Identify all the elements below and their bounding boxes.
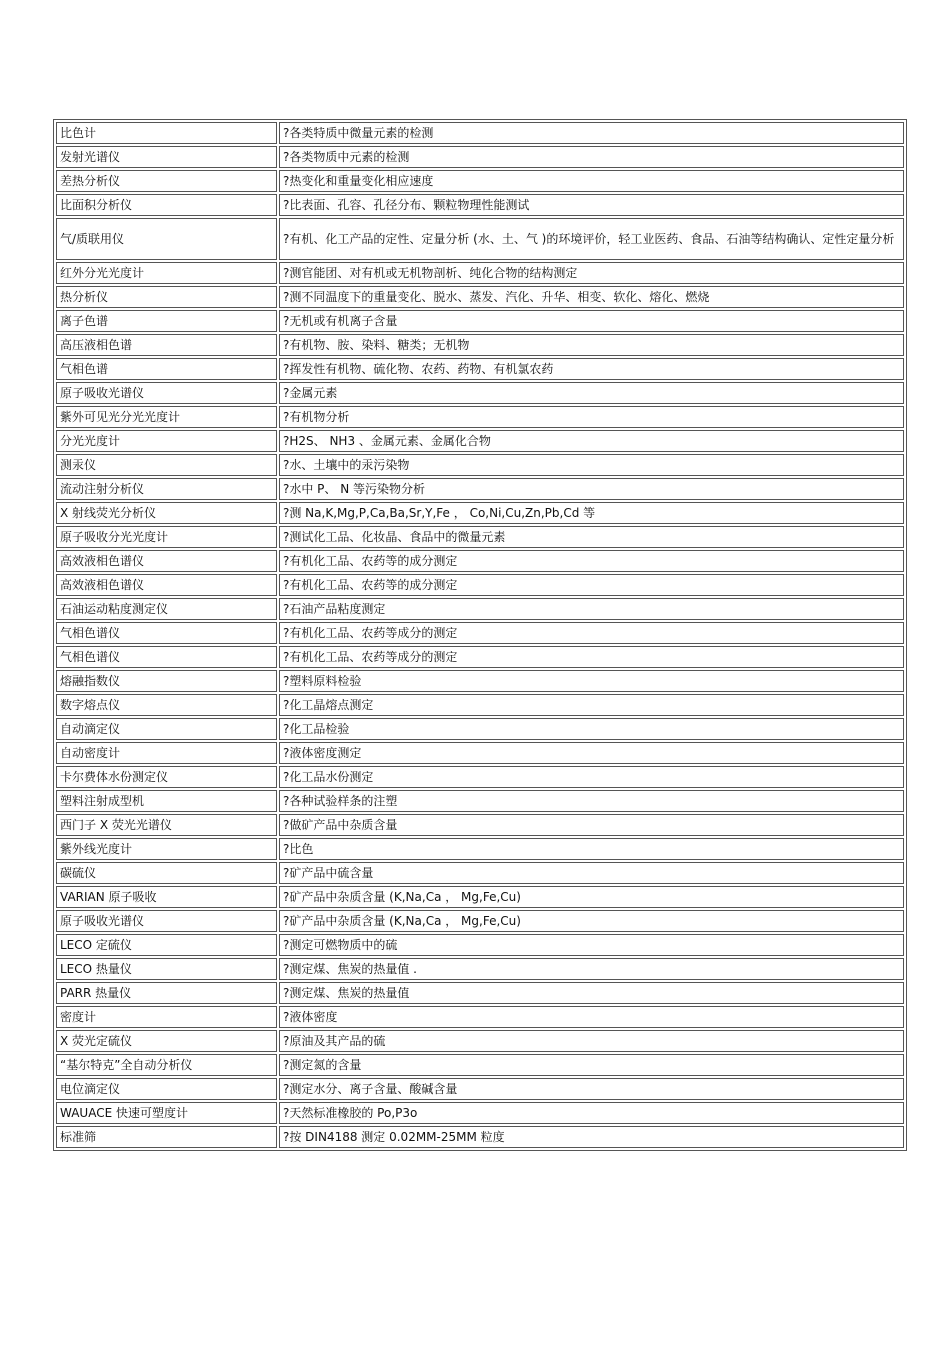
instrument-name-cell: X 射线荧光分析仪 bbox=[56, 502, 277, 524]
table-row bbox=[56, 146, 904, 168]
application-cell: ?比色 bbox=[279, 838, 904, 860]
table-row bbox=[56, 982, 904, 1004]
application-cell: ?塑料原料检验 bbox=[279, 670, 904, 692]
instrument-name-cell: 气相色谱仪 bbox=[56, 622, 277, 644]
table-row bbox=[56, 1006, 904, 1028]
application-cell: ?石油产品粘度测定 bbox=[279, 598, 904, 620]
instrument-name-cell: 卡尔费体水份测定仪 bbox=[56, 766, 277, 788]
application-cell: ?测定可燃物质中的硫 bbox=[279, 934, 904, 956]
table-row bbox=[56, 598, 904, 620]
application-cell: ?热变化和重量变化相应速度 bbox=[279, 170, 904, 192]
table-row bbox=[56, 310, 904, 332]
instrument-name-cell: 高效液相色谱仪 bbox=[56, 574, 277, 596]
table-row bbox=[56, 1054, 904, 1076]
instrument-name-cell: 高压液相色谱 bbox=[56, 334, 277, 356]
application-cell: ?水中 P、 N 等污染物分析 bbox=[279, 478, 904, 500]
table-row bbox=[56, 334, 904, 356]
application-cell: ?有机化工品、农药等的成分测定 bbox=[279, 574, 904, 596]
instrument-name-cell: 塑料注射成型机 bbox=[56, 790, 277, 812]
application-cell: ?测不同温度下的重量变化、脱水、蒸发、汽化、升华、相变、软化、熔化、燃烧 bbox=[279, 286, 904, 308]
application-cell: ?化工晶熔点测定 bbox=[279, 694, 904, 716]
table-row bbox=[56, 838, 904, 860]
table-row bbox=[56, 526, 904, 548]
application-cell: ?测 Na,K,Mg,P,Ca,Ba,Sr,Y,Fe ， Co,Ni,Cu,Zn,Pb,Cd 等 bbox=[279, 502, 904, 524]
instrument-name-cell: 石油运动粘度测定仪 bbox=[56, 598, 277, 620]
instrument-name-cell: LECO 定硫仪 bbox=[56, 934, 277, 956]
application-cell: ?测试化工品、化妆晶、食品中的微量元素 bbox=[279, 526, 904, 548]
instrument-name-cell: 熔融指数仪 bbox=[56, 670, 277, 692]
application-cell: ?矿产品中硫含量 bbox=[279, 862, 904, 884]
application-cell: ?各类物质中元素的检测 bbox=[279, 146, 904, 168]
instrument-name-cell: 红外分光光度计 bbox=[56, 262, 277, 284]
application-cell: ?做矿产品中杂质含量 bbox=[279, 814, 904, 836]
instrument-name-cell: “基尔特克”全自动分析仪 bbox=[56, 1054, 277, 1076]
table-row bbox=[56, 122, 904, 144]
table-row bbox=[56, 766, 904, 788]
instrument-name-cell: 数字熔点仪 bbox=[56, 694, 277, 716]
table-row bbox=[56, 550, 904, 572]
instrument-name-cell: 分光光度计 bbox=[56, 430, 277, 452]
instrument-name-cell: 测汞仪 bbox=[56, 454, 277, 476]
application-cell: ?矿产品中杂质含量 (K,Na,Ca ， Mg,Fe,Cu) bbox=[279, 910, 904, 932]
instrument-name-cell: 紫外线光度计 bbox=[56, 838, 277, 860]
application-cell: ?原油及其产品的硫 bbox=[279, 1030, 904, 1052]
table-row bbox=[56, 862, 904, 884]
instrument-name-cell: 密度计 bbox=[56, 1006, 277, 1028]
table-row bbox=[56, 406, 904, 428]
instrument-name-cell: 碳硫仪 bbox=[56, 862, 277, 884]
table-row bbox=[56, 934, 904, 956]
application-cell: ?测定煤、焦炭的热量值 . bbox=[279, 958, 904, 980]
table-row bbox=[56, 790, 904, 812]
application-cell: ?金属元素 bbox=[279, 382, 904, 404]
application-cell: ?各种试验样条的注塑 bbox=[279, 790, 904, 812]
instrument-name-cell: 比面积分析仪 bbox=[56, 194, 277, 216]
application-cell: ?测定氮的含量 bbox=[279, 1054, 904, 1076]
instrument-name-cell: 气相色谱仪 bbox=[56, 646, 277, 668]
application-cell: ?液体密度测定 bbox=[279, 742, 904, 764]
application-cell: ?H2S、 NH3 、金属元素、金属化合物 bbox=[279, 430, 904, 452]
instrument-name-cell: 电位滴定仪 bbox=[56, 1078, 277, 1100]
instrument-name-cell: LECO 热量仪 bbox=[56, 958, 277, 980]
instrument-name-cell: VARIAN 原子吸收 bbox=[56, 886, 277, 908]
table-row bbox=[56, 958, 904, 980]
application-cell: ?液体密度 bbox=[279, 1006, 904, 1028]
instrument-name-cell: 差热分析仪 bbox=[56, 170, 277, 192]
instrument-name-cell: PARR 热量仪 bbox=[56, 982, 277, 1004]
instrument-table bbox=[53, 119, 907, 1151]
instrument-name-cell: 热分析仪 bbox=[56, 286, 277, 308]
table-row bbox=[56, 574, 904, 596]
application-cell: ?按 DIN4188 测定 0.02MM-25MM 粒度 bbox=[279, 1126, 904, 1148]
instrument-name-cell: 西门子 X 荧光光谱仪 bbox=[56, 814, 277, 836]
table-row bbox=[56, 1126, 904, 1148]
instrument-name-cell: 标准筛 bbox=[56, 1126, 277, 1148]
instrument-name-cell: 离子色谱 bbox=[56, 310, 277, 332]
table-row bbox=[56, 1102, 904, 1124]
table-row bbox=[56, 478, 904, 500]
table-row bbox=[56, 218, 904, 260]
instrument-name-cell: 比色计 bbox=[56, 122, 277, 144]
table-row bbox=[56, 886, 904, 908]
table-row bbox=[56, 694, 904, 716]
instrument-table-body bbox=[56, 122, 904, 1148]
application-cell: ?有机化工品、农药等成分的测定 bbox=[279, 646, 904, 668]
table-row bbox=[56, 1030, 904, 1052]
table-row bbox=[56, 742, 904, 764]
table-row bbox=[56, 1078, 904, 1100]
instrument-name-cell: WAUACE 快速可塑度计 bbox=[56, 1102, 277, 1124]
table-row bbox=[56, 194, 904, 216]
table-row bbox=[56, 262, 904, 284]
instrument-name-cell: 原子吸收分光光度计 bbox=[56, 526, 277, 548]
application-cell: ?有机化工品、农药等成分的测定 bbox=[279, 622, 904, 644]
instrument-name-cell: X 荧光定硫仪 bbox=[56, 1030, 277, 1052]
table-row bbox=[56, 646, 904, 668]
instrument-name-cell: 气相色谱 bbox=[56, 358, 277, 380]
table-row bbox=[56, 622, 904, 644]
instrument-name-cell: 原子吸收光谱仪 bbox=[56, 382, 277, 404]
instrument-name-cell: 紫外可见光分光光度计 bbox=[56, 406, 277, 428]
application-cell: ?化工品检验 bbox=[279, 718, 904, 740]
table-row bbox=[56, 430, 904, 452]
instrument-name-cell: 发射光谱仪 bbox=[56, 146, 277, 168]
table-row bbox=[56, 454, 904, 476]
instrument-name-cell: 原子吸收光谱仪 bbox=[56, 910, 277, 932]
application-cell: ?各类特质中微量元素的检测 bbox=[279, 122, 904, 144]
table-row bbox=[56, 910, 904, 932]
application-cell: ?有机物分析 bbox=[279, 406, 904, 428]
table-row bbox=[56, 814, 904, 836]
application-cell: ?挥发性有机物、硫化物、农药、药物、有机氯农药 bbox=[279, 358, 904, 380]
instrument-name-cell: 流动注射分析仪 bbox=[56, 478, 277, 500]
application-cell: ?测官能团、对有机或无机物剖析、纯化合物的结构测定 bbox=[279, 262, 904, 284]
table-row bbox=[56, 286, 904, 308]
application-cell: ?天然标准橡胶的 Po,P3o bbox=[279, 1102, 904, 1124]
table-row bbox=[56, 358, 904, 380]
instrument-name-cell: 自动滴定仪 bbox=[56, 718, 277, 740]
instrument-name-cell: 气/质联用仪 bbox=[56, 218, 277, 260]
application-cell: ?化工品水份测定 bbox=[279, 766, 904, 788]
application-cell: ?有机物、胺、染料、糖类；无机物 bbox=[279, 334, 904, 356]
table-row bbox=[56, 170, 904, 192]
table-row bbox=[56, 718, 904, 740]
instrument-name-cell: 自动密度计 bbox=[56, 742, 277, 764]
application-cell: ?有机化工品、农药等的成分测定 bbox=[279, 550, 904, 572]
application-cell: ?有机、化工产品的定性、定量分析 (水、土、气 )的环境评价，轻工业医药、食品、石油等结构确认、定性定量分析 bbox=[279, 218, 904, 260]
application-cell: ?测定煤、焦炭的热量值 bbox=[279, 982, 904, 1004]
application-cell: ?比表面、孔容、孔径分布、颗粒物理性能测试 bbox=[279, 194, 904, 216]
application-cell: ?水、土壤中的汞污染物 bbox=[279, 454, 904, 476]
application-cell: ?测定水分、离子含量、酸碱含量 bbox=[279, 1078, 904, 1100]
application-cell: ?矿产品中杂质含量 (K,Na,Ca ， Mg,Fe,Cu) bbox=[279, 886, 904, 908]
table-row bbox=[56, 502, 904, 524]
table-row bbox=[56, 670, 904, 692]
instrument-name-cell: 高效液相色谱仪 bbox=[56, 550, 277, 572]
application-cell: ?无机或有机离子含量 bbox=[279, 310, 904, 332]
table-row bbox=[56, 382, 904, 404]
